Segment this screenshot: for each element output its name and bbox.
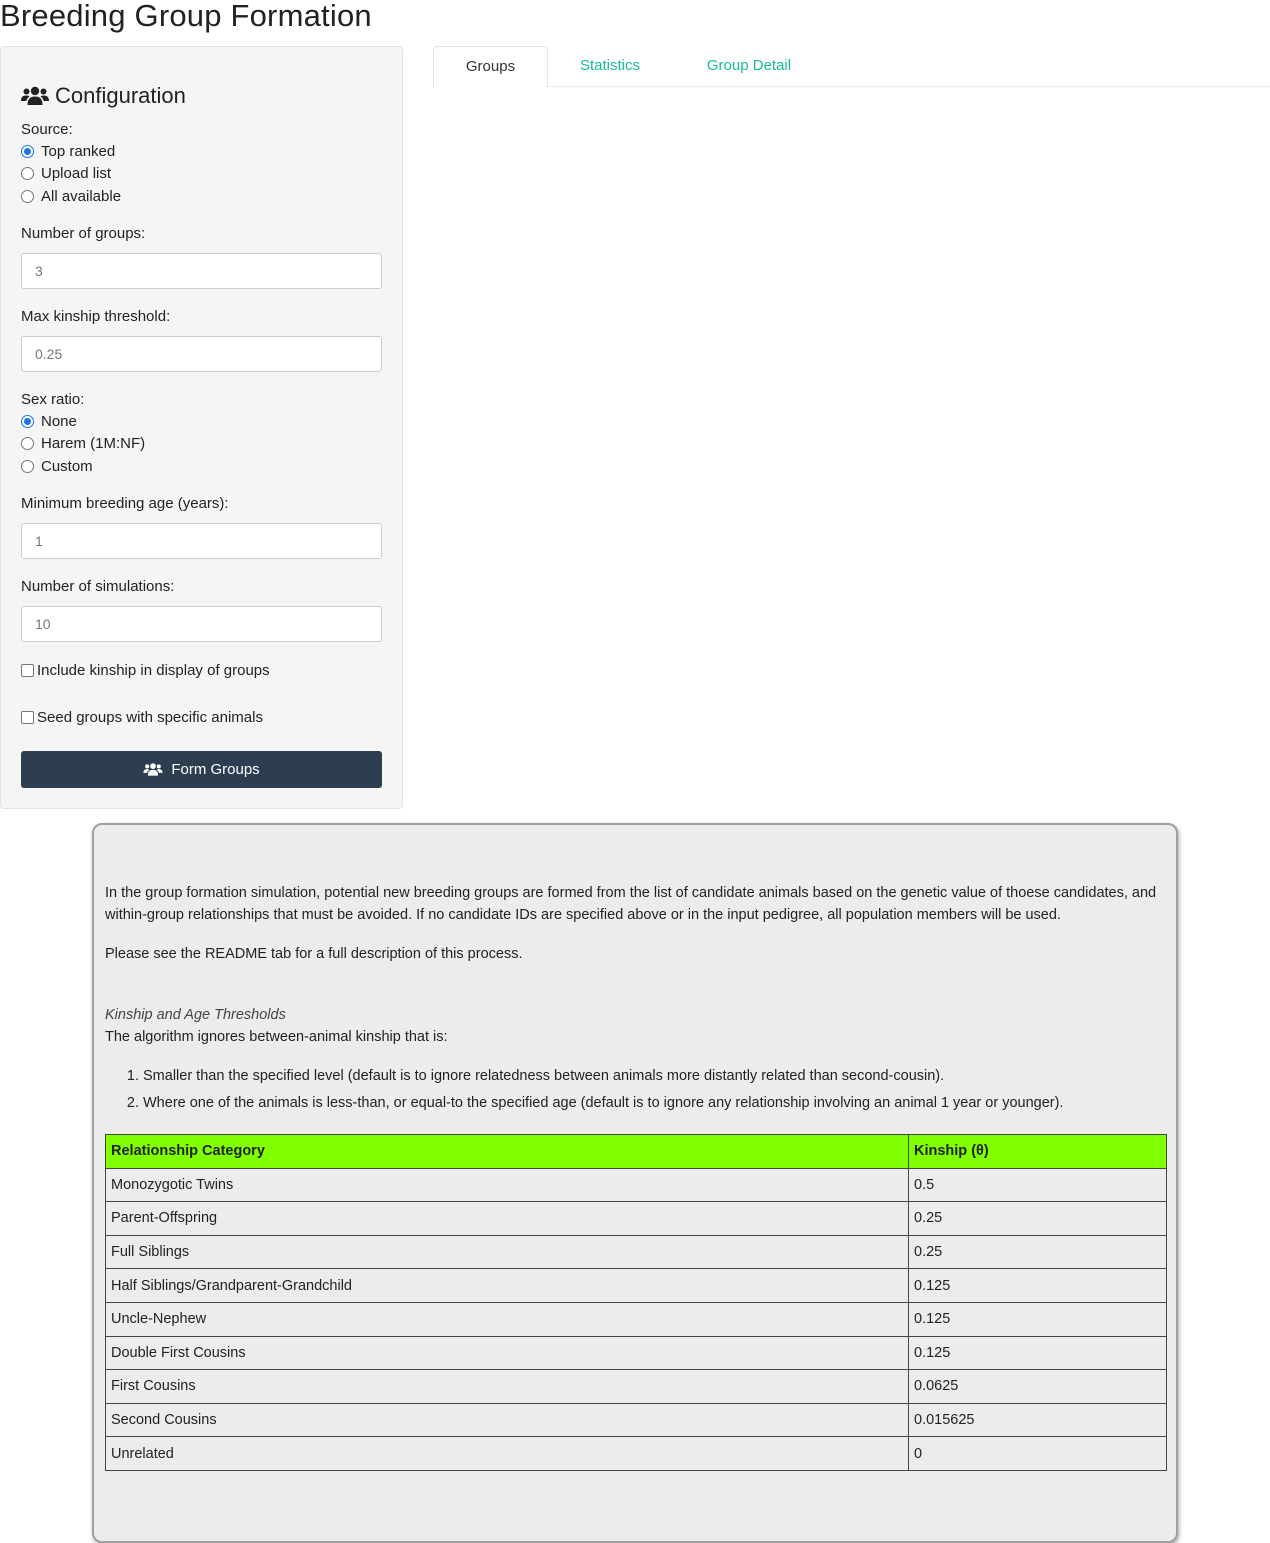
relationship-cell: Monozygotic Twins — [106, 1168, 909, 1202]
relationship-cell: Full Siblings — [106, 1235, 909, 1269]
kinship-table — [105, 1134, 1167, 1471]
kinship-cell: 0.125 — [909, 1269, 1167, 1303]
table-row — [106, 1370, 1167, 1404]
info-paragraph: In the group formation simulation, potential new breeding groups are formed from the list of candidate animals based on the genetic value of thoese candidates, and within-group relationships that must be avoided. If no candidate IDs are specified above or in the input pedigree, all population members will be used. — [105, 885, 1157, 923]
relationship-cell: Unrelated — [106, 1437, 909, 1471]
info-panel — [92, 823, 1178, 1543]
seed-groups-checkbox[interactable] — [21, 711, 34, 724]
num-sims-label: Number of simulations: — [21, 578, 175, 595]
users-icon — [21, 85, 49, 107]
relationship-cell: First Cousins — [106, 1370, 909, 1404]
tab-bar — [433, 46, 1270, 87]
list-item: 2. Where one of the animals is less-than, or equal-to the specified age (default is to ignore any relationship involving an animal 1 year or younger). — [143, 1090, 1063, 1117]
radio-label: Harem (1M:NF) — [41, 434, 146, 452]
column-header: Kinship (θ) — [909, 1135, 1167, 1169]
configuration-header — [21, 83, 186, 109]
relationship-cell: Second Cousins — [106, 1403, 909, 1437]
table-row — [106, 1235, 1167, 1269]
min-age-label: Minimum breeding age (years): — [21, 495, 229, 512]
threshold-list — [105, 1063, 1063, 1117]
source-option-upload-list[interactable] — [21, 163, 111, 183]
configuration-panel — [0, 46, 403, 809]
sex-ratio-label: Sex ratio: — [21, 391, 85, 408]
kinship-cell: 0.0625 — [909, 1370, 1167, 1404]
table-row — [106, 1302, 1167, 1336]
radio-button[interactable] — [21, 190, 34, 203]
tab-group-detail[interactable]: Group Detail — [706, 57, 792, 74]
sex-ratio-option-harem[interactable] — [21, 433, 145, 453]
max-kinship-label: Max kinship threshold: — [21, 308, 171, 325]
table-header-row — [106, 1135, 1167, 1169]
checkbox-label: Include kinship in display of groups — [37, 661, 270, 679]
kinship-cell: 0.25 — [909, 1235, 1167, 1269]
kinship-cell: 0 — [909, 1437, 1167, 1471]
kinship-cell: 0.25 — [909, 1202, 1167, 1236]
column-header: Relationship Category — [106, 1135, 909, 1169]
form-groups-button[interactable] — [21, 751, 382, 788]
section-subheading: Kinship and Age Thresholds — [105, 1007, 286, 1023]
table-row — [106, 1336, 1167, 1370]
radio-label: Upload list — [41, 164, 112, 182]
num-groups-input[interactable] — [21, 253, 382, 289]
radio-label: All available — [41, 187, 122, 205]
readme-paragraph: Please see the README tab for a full description of this process. — [105, 946, 523, 962]
radio-label: None — [41, 412, 77, 430]
relationship-cell: Parent-Offspring — [106, 1202, 909, 1236]
source-label: Source: — [21, 121, 73, 138]
users-icon — [143, 762, 163, 777]
sex-ratio-option-none[interactable] — [21, 411, 77, 431]
min-age-input[interactable] — [21, 523, 382, 559]
relationship-cell: Double First Cousins — [106, 1336, 909, 1370]
radio-button[interactable] — [21, 145, 34, 158]
kinship-cell: 0.015625 — [909, 1403, 1167, 1437]
kinship-cell: 0.125 — [909, 1302, 1167, 1336]
radio-label: Custom — [41, 457, 93, 475]
table-row — [106, 1437, 1167, 1471]
table-row — [106, 1403, 1167, 1437]
radio-button[interactable] — [21, 437, 34, 450]
tab-statistics[interactable]: Statistics — [579, 57, 640, 74]
radio-label: Top ranked — [41, 142, 116, 160]
radio-button[interactable] — [21, 460, 34, 473]
max-kinship-input[interactable] — [21, 336, 382, 372]
seed-groups-option[interactable] — [21, 707, 263, 727]
table-row — [106, 1202, 1167, 1236]
form-groups-label: Form Groups — [171, 761, 260, 778]
checkbox-label: Seed groups with specific animals — [37, 708, 263, 726]
kinship-cell: 0.125 — [909, 1336, 1167, 1370]
relationship-cell: Half Siblings/Grandparent-Grandchild — [106, 1269, 909, 1303]
radio-button[interactable] — [21, 167, 34, 180]
sex-ratio-option-custom[interactable] — [21, 456, 93, 476]
list-item: 1. Smaller than the specified level (default is to ignore relatedness between animals more distantly related than second-cousin). — [143, 1063, 1063, 1090]
radio-button[interactable] — [21, 415, 34, 428]
num-groups-label: Number of groups: — [21, 225, 146, 242]
source-option-all-available[interactable] — [21, 186, 121, 206]
table-row — [106, 1269, 1167, 1303]
include-kinship-option[interactable] — [21, 660, 270, 680]
page-title: Breeding Group Formation — [0, 0, 372, 33]
tab-groups[interactable]: Groups — [433, 46, 548, 88]
relationship-cell: Uncle-Nephew — [106, 1302, 909, 1336]
num-sims-input[interactable] — [21, 606, 382, 642]
source-option-top-ranked[interactable] — [21, 141, 115, 161]
include-kinship-checkbox[interactable] — [21, 664, 34, 677]
kinship-cell: 0.5 — [909, 1168, 1167, 1202]
threshold-intro: The algorithm ignores between-animal kinship that is: — [105, 1029, 448, 1045]
table-row — [106, 1168, 1167, 1202]
configuration-title: Configuration — [55, 83, 186, 108]
